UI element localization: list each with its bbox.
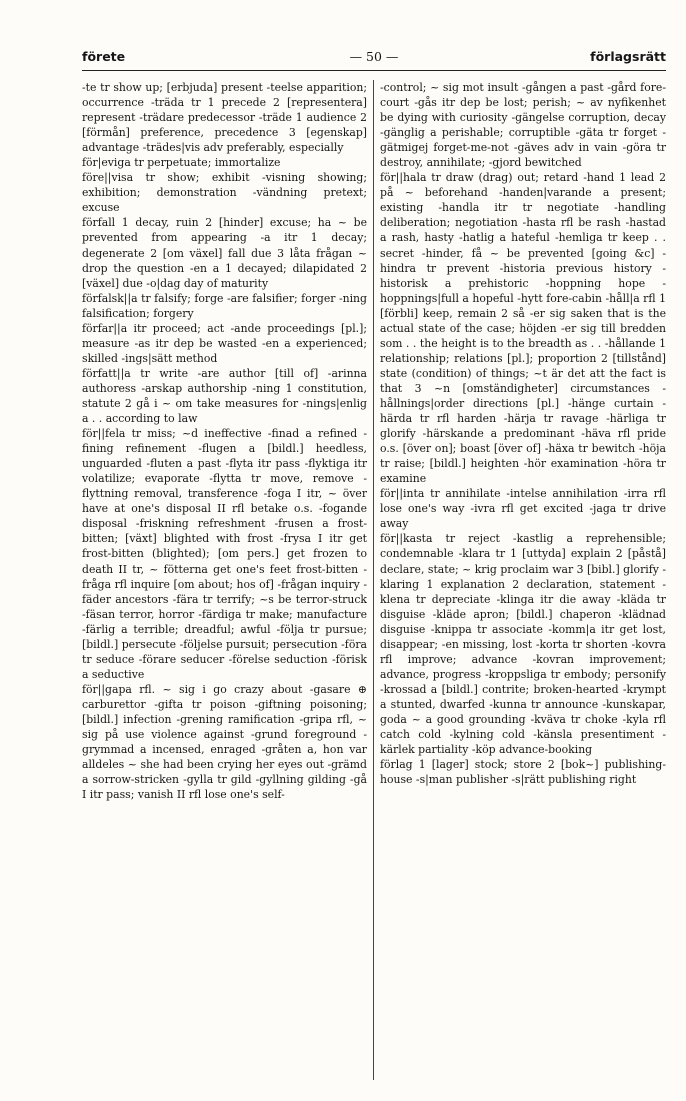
left-guide-word: förete — [82, 49, 126, 64]
entry: förlag 1 [lager] stock; store 2 [bok~] publishing-house -s|man publisher -s|rätt publishing right — [380, 758, 666, 787]
entry: för||inta tr annihilate -intelse annihilation -irra rfl lose one's way -ivra rfl get excited -jaga tr drive away — [380, 487, 666, 531]
entry: för||hala tr draw (drag) out; retard -hand 1 lead 2 på ~ beforehand -handen|varande a present; existing -handla itr tr negotiate -handling deliberation; negotiation -hasta rfl be rash -hastad a rash, hasty -hatlig a hateful -hemliga tr keep . . secret -hinder, få ~ be prevented [going &c] -hindra tr prevent -historia previous history -historisk a prehistoric -hoppning hope -hoppnings|full a hopeful -hytt fore-cabin -håll|a rfl 1 [förbli] keep, remain 2 så -er sig saken that is the actual state of the case; höjden -er sig till bredden som . . the height is to the breadth as . . -hållande 1 relationship; relations [pl.]; proportion 2 [tillstånd] state (condition) of things; ~t är det att the fact is that 3 ~n [omständigheter] circumstances -hållnings|order directions [pl.] -hänge curtain -härda tr rfl harden -härja tr ravage -härliga tr glorify -härskande a predominant -häva rfl pride o.s. [över on]; boast [över of] -häxa tr bewitch -höja tr raise; [bildl.] heighten -hör examination -höra tr examine — [380, 171, 666, 486]
entry: för||fela tr miss; ~d ineffective -finad a refined -fining refinement -flugen a [bildl.] heedless, unguarded -fluten a past -flyta itr pass -flyktiga itr volatilize; evaporate -flytta tr move, remove -flyttning removal, transference -foga I itr, ~ över have at one's disposal II rfl betake o.s. -fogande disposal -friskning refreshment -frusen a frost-bitten; [växt] blighted with frost -frysa I itr get frost-bitten (blighted); [om pers.] get frozen to death II tr, ~ fötterna get one's feet frost-bitten -fråga rfl inquire [om about; hos of] -frågan inquiry -fäder ancestors -fära tr terrify; ~s be terror-struck -fäsan terror, horror -färdiga tr make; manufacture -färlig a terrible; dreadful; awful -följa tr pursue; [bildl.] persecute -följelse pursuit; persecution -föra tr seduce -förare seducer -förelse seduction -förisk a seductive — [82, 427, 367, 681]
column-divider — [373, 80, 374, 1080]
entry: för||kasta tr reject -kastlig a reprehensible; condemnable -klara tr 1 [uttyda] explain 2 [påstå] declare, state; ~ krig proclaim war 3 [bibl.] glorify -klaring 1 explanation 2 declaration, statement -klena tr depreciate -klinga itr die away -kläda tr disguise -kläde apron; [bildl.] chaperon -klädnad disguise -knippa tr associate -komm|a itr get lost, disappear; -en missing, lost -korta tr shorten -kovra rfl improve; advance -kovran improvement; advance, progress -kroppsliga tr embody; personify -krossad a [bildl.] contrite; broken-hearted -krympt a stunted, dwarfed -kunna tr announce -kunskapar, goda ~ a good grounding -kväva tr choke -kyla rfl catch cold -kylning cold -känsla presentiment -kärlek partiality -köp advance-booking — [380, 532, 666, 757]
header-rule — [82, 70, 666, 71]
left-column — [82, 80, 367, 1080]
right-guide-word: förlagsrätt — [590, 49, 666, 64]
entry: -control; ~ sig mot insult -gången a past -gård fore-court -gås itr dep be lost; perish; ~ av nyfikenhet be dying with curiosity -gängelse corruption, decay -gänglig a perishable; corruptible -gäta tr forget -gätmigej forget-me-not -gäves adv in vain -göra tr destroy, annihilate; -gjord bewitched — [380, 81, 666, 170]
entry: -te tr show up; [erbjuda] present -teelse apparition; occurrence -träda tr 1 precede 2 [representera] represent -trädare predecessor -träde 1 audience 2 [förmån] preference, precedence 3 [egenskap] advantage -trädes|vis adv preferably, especially — [82, 81, 367, 155]
right-column — [380, 80, 666, 1080]
entry: förfall 1 decay, ruin 2 [hinder] excuse; ha ~ be prevented from appearing -a itr 1 decay; degenerate 2 [om växel] fall due 3 låta frågan ~ drop the question -en a 1 decayed; dilapidated 2 [växel] due -o|dag day of maturity — [82, 216, 367, 290]
entry: före||visa tr show; exhibit -visning showing; exhibition; demonstration -vändning pretext; excuse — [82, 171, 367, 215]
page-header — [82, 45, 666, 69]
entry: författ||a tr write -are author [till of] -arinna authoress -arskap authorship -ning 1 constitution, statute 2 gå i ~ om take measures for -nings|enlig a . . according to law — [82, 366, 367, 426]
entry: för|eviga tr perpetuate; immortalize — [82, 156, 281, 170]
entry: förfar||a itr proceed; act -ande proceedings [pl.]; measure -as itr dep be wasted -en a experienced; skilled -ings|sätt method — [82, 321, 367, 365]
page-number: — 50 — — [349, 49, 399, 64]
entry: förfalsk||a tr falsify; forge -are falsifier; forger -ning falsification; forgery — [82, 291, 367, 320]
entry: för||gapa rfl. ~ sig i go crazy about -gasare ⊕ carburettor -gifta tr poison -giftning poisoning; [bildl.] infection -grening ramification -gripa rfl, ~ sig på use violence against -grund foreground -grymmad a incensed, enraged -gråten a, hon var alldeles ~ she had been crying her eyes out -grämd a sorrow-stricken -gylla tr gild -gyllning gilding -gå I itr pass; vanish II rfl lose one's self- — [82, 682, 367, 802]
